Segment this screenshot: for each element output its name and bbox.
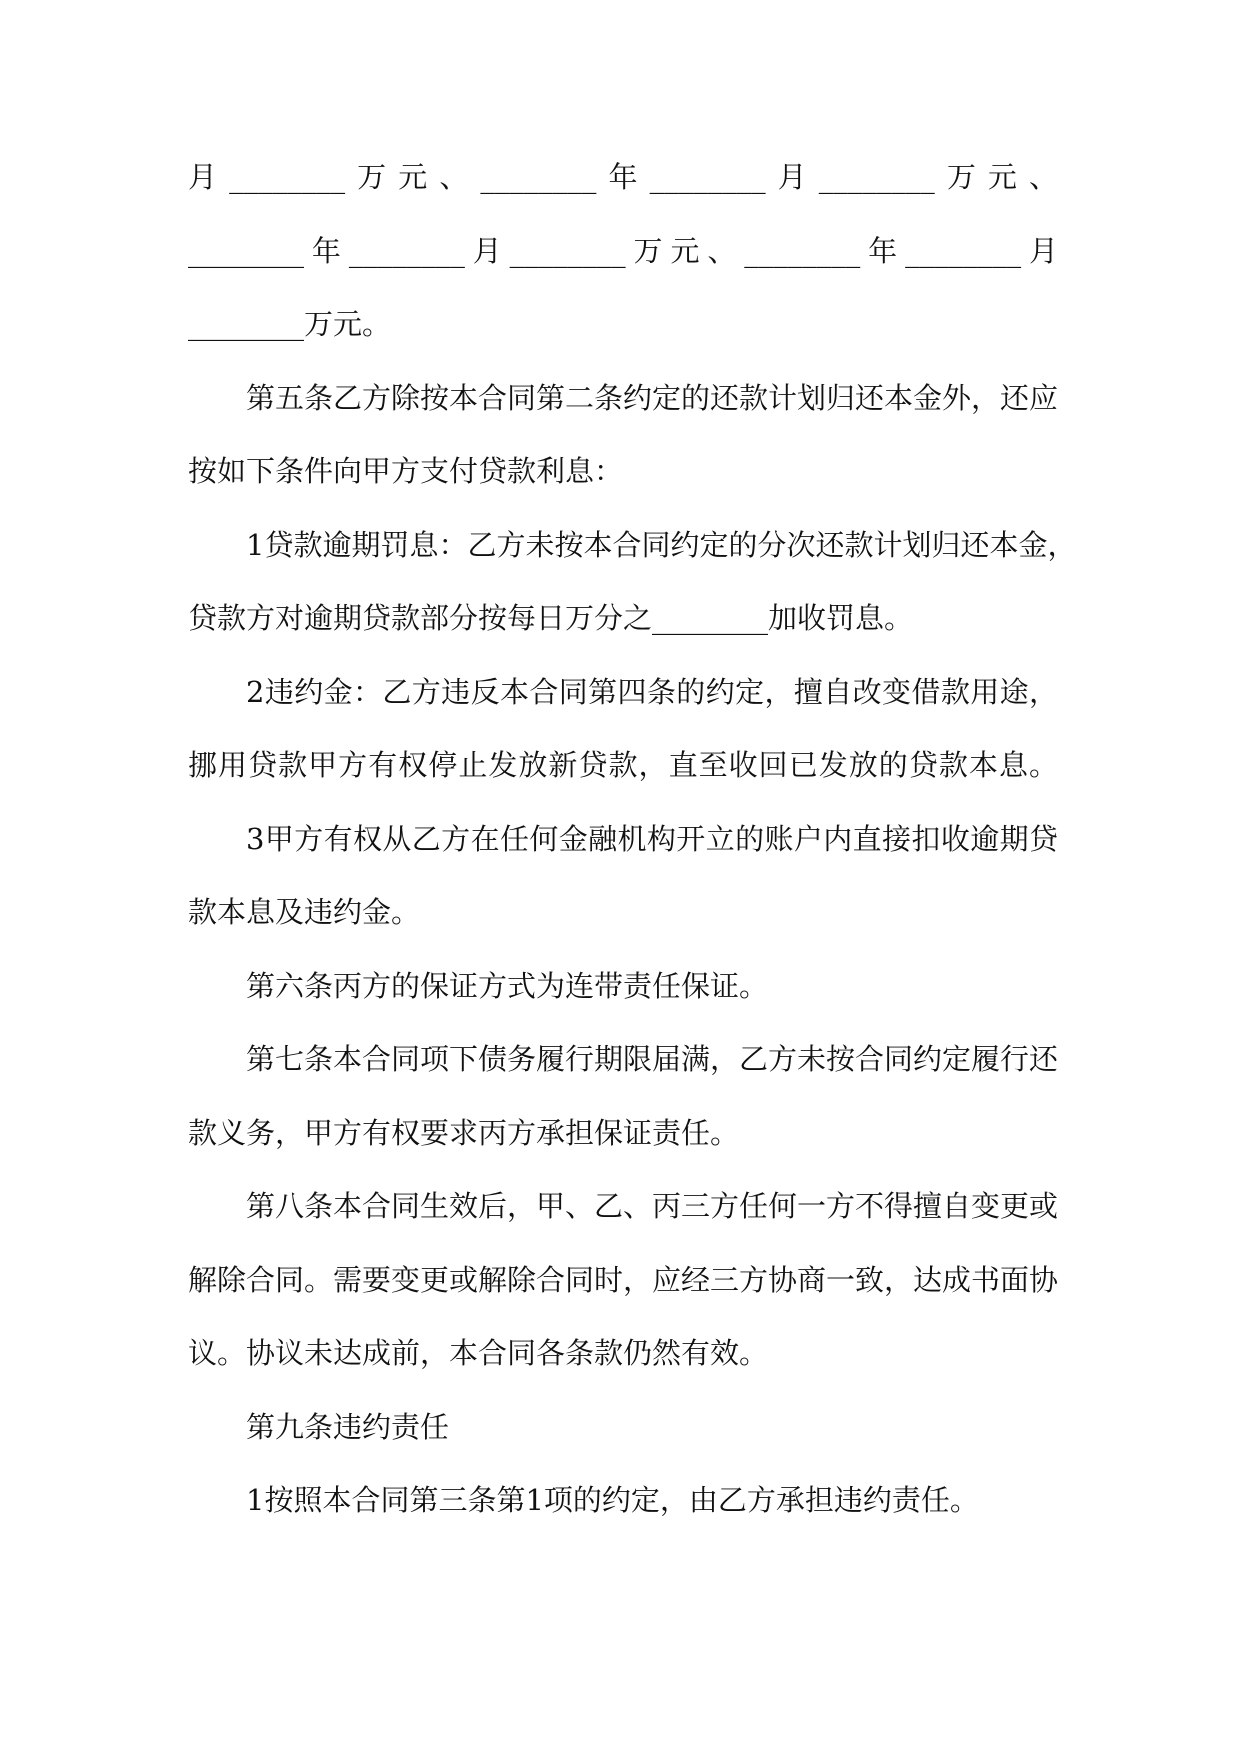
text-line: 款义务，甲方有权要求丙方承担保证责任。 xyxy=(188,1115,740,1150)
clause-1-line: 1贷款逾期罚息：乙方未按本合同约定的分次还款计划归还本金， xyxy=(246,527,1077,562)
text-line: 贷款方对逾期贷款部分按每日万分之________加收罚息。 xyxy=(188,601,914,635)
contract-body xyxy=(188,141,1077,1538)
article-8-line: 第八条本合同生效后，甲、乙、丙三方任何一方不得擅自变更或 xyxy=(246,1189,1059,1223)
text-line: 月________万元、________年________月________万元、 xyxy=(188,160,1058,194)
article-6-line: 第六条丙方的保证方式为连带责任保证。 xyxy=(246,968,769,1003)
article-9-heading: 第九条违约责任 xyxy=(246,1409,450,1444)
clause-2-line: 2违约金：乙方违反本合同第四条的约定，擅自改变借款用途， xyxy=(246,674,1058,709)
text-line: 议。协议未达成前，本合同各条款仍然有效。 xyxy=(188,1336,769,1370)
text-line: 解除合同。需要变更或解除合同时，应经三方协商一致，达成书面协 xyxy=(188,1262,1059,1297)
article-7-line: 第七条本合同项下债务履行期限届满，乙方未按合同约定履行还 xyxy=(246,1042,1059,1076)
text-line: 款本息及违约金。 xyxy=(188,895,421,929)
clause-3-line: 3甲方有权从乙方在任何金融机构开立的账户内直接扣收逾期贷 xyxy=(246,821,1058,856)
article-9-clause-1-line: 1按照本合同第三条第1项的约定，由乙方承担违约责任。 xyxy=(246,1483,979,1517)
text-line: 按如下条件向甲方支付贷款利息： xyxy=(188,454,624,488)
text-line: 挪用贷款甲方有权停止发放新贷款，直至收回已发放的贷款本息。 xyxy=(188,748,1058,782)
text-line: ________年________月________万元、________年________月 xyxy=(188,233,1058,268)
text-line: ________万元。 xyxy=(188,307,392,341)
article-5-line: 第五条乙方除按本合同第二条约定的还款计划归还本金外，还应 xyxy=(246,380,1059,415)
